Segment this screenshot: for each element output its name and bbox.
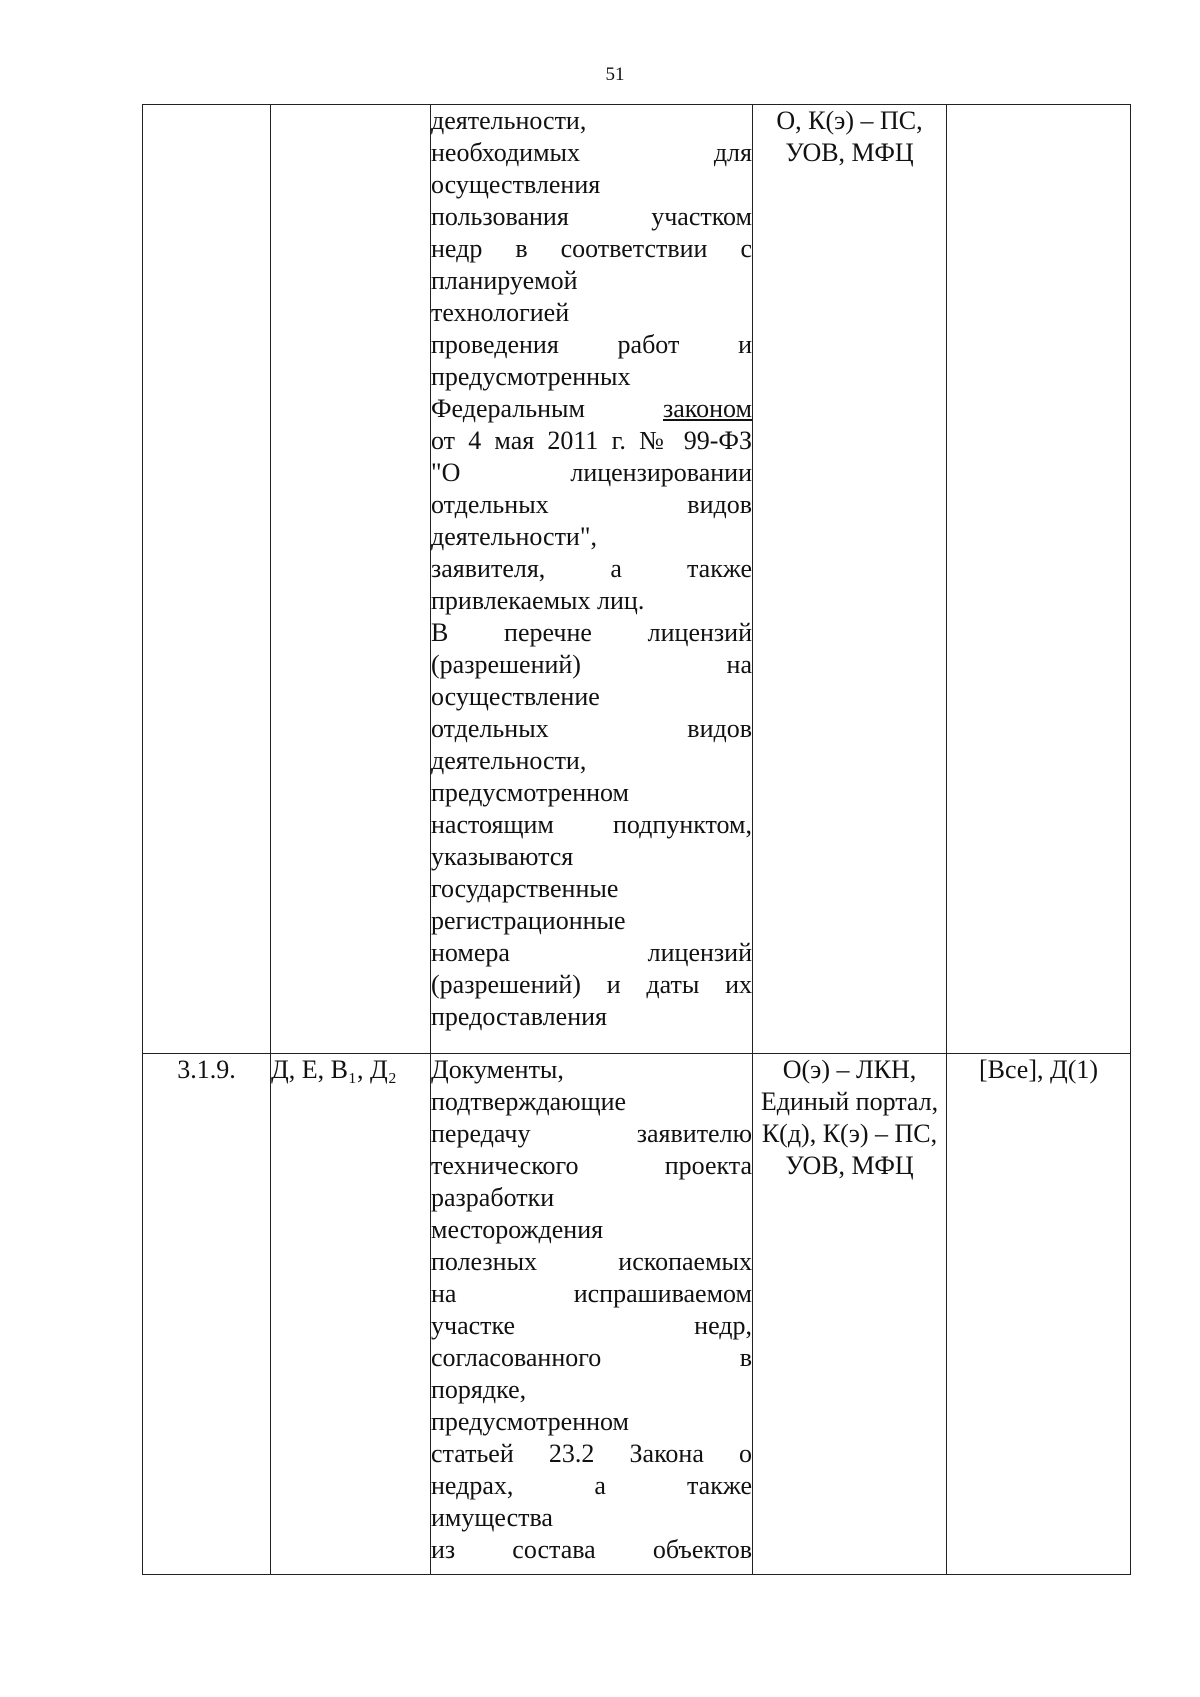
description-line: передачу заявителю xyxy=(431,1119,752,1148)
category-codes-cell: Д, Е, В₁, Д₂ xyxy=(271,1054,431,1575)
description-line: номера лицензий xyxy=(431,938,752,967)
description-line: пользования участком xyxy=(431,202,752,231)
description-line: деятельности, xyxy=(431,746,587,775)
description-cell xyxy=(431,1054,753,1575)
description-line: согласованного в xyxy=(431,1343,752,1372)
applicability-cell: [Все], Д(1) xyxy=(947,1054,1131,1575)
law-reference-link[interactable]: законом xyxy=(663,394,752,423)
description-line: осуществления xyxy=(431,170,601,199)
table-row xyxy=(143,105,1131,1054)
description-line: имущества xyxy=(431,1503,553,1532)
description-line: предусмотренном xyxy=(431,1407,629,1436)
description-line: порядке, xyxy=(431,1375,527,1404)
description-line: "О лицензировании xyxy=(431,458,752,487)
category-codes-cell xyxy=(271,105,431,1054)
description-text xyxy=(431,105,752,1033)
item-number-cell xyxy=(143,105,271,1054)
description-line: технического проекта xyxy=(431,1151,752,1180)
description-line: проведения работ и xyxy=(431,330,752,359)
description-line: на испрашиваемом xyxy=(431,1279,752,1308)
description-line: государственные xyxy=(431,874,619,903)
description-line: из состава объектов xyxy=(431,1535,752,1564)
description-line: статьей 23.2 Закона о xyxy=(431,1439,752,1468)
documents-table xyxy=(142,104,1131,1575)
submission-channels-cell: О(э) – ЛКН, Единый портал, К(д), К(э) – ПС, УОВ, МФЦ xyxy=(753,1054,947,1575)
description-line: месторождения xyxy=(431,1215,604,1244)
description-line: (разрешений) на xyxy=(431,650,752,679)
table-row xyxy=(143,1054,1131,1575)
description-line: указываются xyxy=(431,842,574,871)
applicability-cell xyxy=(947,105,1131,1054)
description-line: привлекаемых лиц. xyxy=(431,586,645,615)
page-number: 51 xyxy=(605,64,625,85)
submission-channels-cell: О, К(э) – ПС, УОВ, МФЦ xyxy=(753,105,947,1054)
description-line: от 4 мая 2011 г. № 99-ФЗ xyxy=(431,426,752,455)
description-line: недр в соответствии с xyxy=(431,234,752,263)
description-line: подтверждающие xyxy=(431,1087,627,1116)
description-line: деятельности", xyxy=(431,522,597,551)
description-line: отдельных видов xyxy=(431,714,752,743)
description-line: отдельных видов xyxy=(431,490,752,519)
description-line: технологией xyxy=(431,298,570,327)
description-line: В перечне лицензий xyxy=(431,618,752,647)
description-line: настоящим подпунктом, xyxy=(431,810,752,839)
description-line: предусмотренном xyxy=(431,778,629,807)
description-line: осуществление xyxy=(431,682,600,711)
description-line: участке недр, xyxy=(431,1311,752,1340)
description-line: планируемой xyxy=(431,266,578,295)
description-line: полезных ископаемых xyxy=(431,1247,752,1276)
description-line: Документы, xyxy=(431,1055,564,1084)
description-line: заявителя, а также xyxy=(431,554,752,583)
description-line: разработки xyxy=(431,1183,555,1212)
description-line: предусмотренных xyxy=(431,362,631,391)
description-line: Федеральным законом xyxy=(431,394,752,423)
description-line: недрах, а также xyxy=(431,1471,752,1500)
description-cell xyxy=(431,105,753,1054)
description-line: предоставления xyxy=(431,1002,607,1031)
description-line: деятельности, xyxy=(431,106,587,135)
item-number-cell: 3.1.9. xyxy=(143,1054,271,1575)
description-line: необходимых для xyxy=(431,138,752,167)
description-line: регистрационные xyxy=(431,906,626,935)
description-text xyxy=(431,1054,752,1566)
description-line: (разрешений) и даты их xyxy=(431,970,752,999)
